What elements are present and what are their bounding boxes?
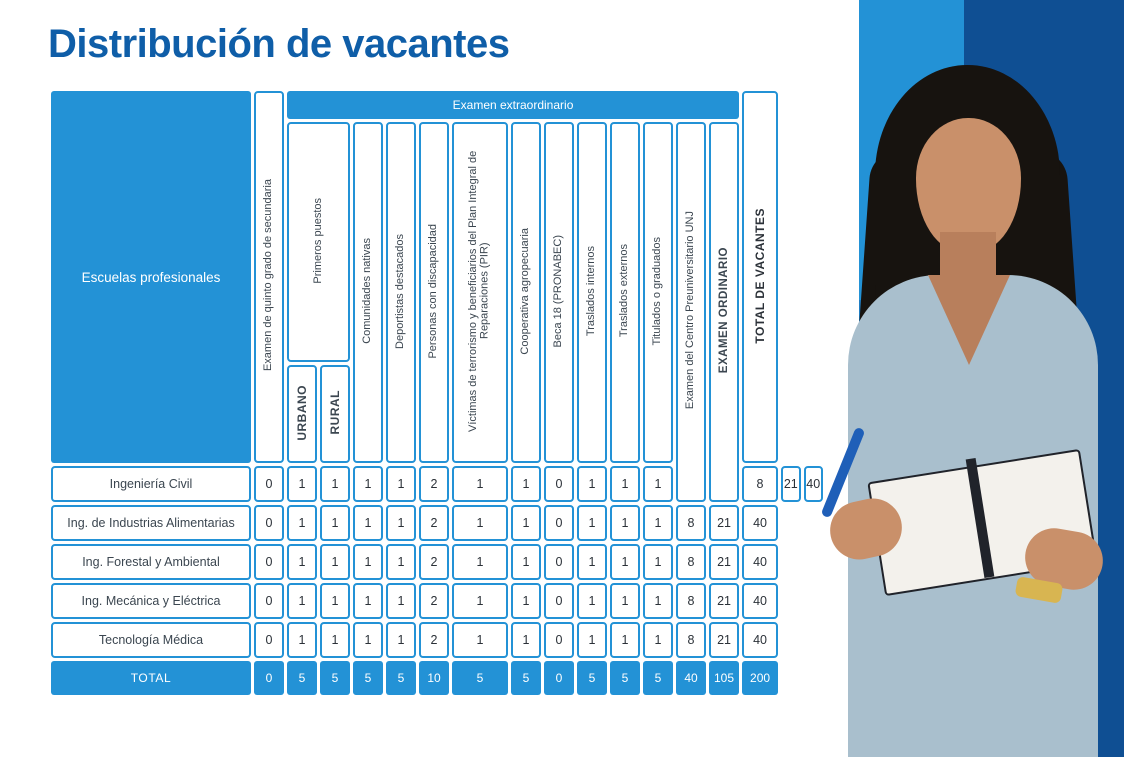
cell: 2 — [419, 544, 449, 580]
col-header-total-vacantes — [742, 91, 778, 463]
cell: 1 — [452, 583, 508, 619]
col-header-pronabec-label: Beca 18 (PRONABEC) — [552, 234, 565, 348]
table-group-header-row — [51, 91, 823, 119]
cell: 1 — [610, 505, 640, 541]
cell: 1 — [643, 583, 673, 619]
row-label: Ing. Mecánica y Eléctrica — [51, 583, 251, 619]
cell: 21 — [709, 583, 739, 619]
total-cell: 5 — [511, 661, 541, 695]
cell: 0 — [254, 544, 284, 580]
col-header-comunidades — [353, 122, 383, 463]
col-header-quinto-label: Examen de quinto grado de secundaria — [262, 179, 275, 372]
cell: 1 — [386, 544, 416, 580]
total-cell: 5 — [353, 661, 383, 695]
table-row — [51, 622, 823, 658]
cell: 1 — [643, 466, 673, 502]
cell: 1 — [577, 505, 607, 541]
col-header-discapacidad — [419, 122, 449, 463]
table-row — [51, 544, 823, 580]
col-header-primeros-puestos-label: Primeros puestos — [311, 197, 324, 284]
cell: 2 — [419, 622, 449, 658]
row-label: Ing. de Industrias Alimentarias — [51, 505, 251, 541]
col-header-urbano-label: URBANO — [295, 384, 309, 441]
cell: 0 — [254, 505, 284, 541]
cell: 1 — [511, 583, 541, 619]
col-header-total-vacantes-label: TOTAL DE VACANTES — [753, 207, 768, 344]
total-cell: 0 — [544, 661, 574, 695]
cell: 21 — [709, 544, 739, 580]
student-photo — [820, 60, 1120, 757]
vacancies-table — [48, 88, 826, 698]
cell: 21 — [709, 505, 739, 541]
col-header-deportistas-label: Deportistas destacados — [394, 233, 407, 349]
cell: 1 — [287, 505, 317, 541]
cell: 2 — [419, 466, 449, 502]
cell: 1 — [353, 622, 383, 658]
cell: 8 — [742, 466, 778, 502]
cell: 1 — [610, 583, 640, 619]
col-header-pir-label: Víctimas de terrorismo y beneficiarios del Plan Integral de Reparaciones (PIR) — [467, 150, 491, 432]
table-row — [51, 505, 823, 541]
cell: 1 — [577, 466, 607, 502]
cell: 1 — [452, 505, 508, 541]
row-header-label: Escuelas profesionales — [51, 91, 251, 463]
col-header-traslados-externos — [610, 122, 640, 463]
cell: 1 — [577, 622, 607, 658]
col-header-pronabec — [544, 122, 574, 463]
cell: 1 — [452, 466, 508, 502]
col-header-discapacidad-label: Personas con discapacidad — [427, 223, 440, 359]
cell: 1 — [386, 505, 416, 541]
cell: 21 — [781, 466, 800, 502]
total-cell: 10 — [419, 661, 449, 695]
col-header-ordinario-label: EXAMEN ORDINARIO — [718, 247, 731, 374]
cell: 1 — [643, 544, 673, 580]
col-header-cooperativa-label: Cooperativa agropecuaria — [519, 227, 532, 355]
col-header-rural-label: RURAL — [328, 390, 342, 435]
cell: 1 — [452, 622, 508, 658]
total-cell: 200 — [742, 661, 778, 695]
cell: 1 — [353, 544, 383, 580]
col-header-pir — [452, 122, 508, 463]
cell: 1 — [386, 622, 416, 658]
vacancies-table-container — [48, 88, 826, 698]
total-cell: 5 — [577, 661, 607, 695]
col-header-ordinario — [709, 122, 739, 502]
total-cell: 40 — [676, 661, 706, 695]
cell: 1 — [511, 544, 541, 580]
cell: 1 — [577, 544, 607, 580]
total-cell: 5 — [386, 661, 416, 695]
col-header-cooperativa — [511, 122, 541, 463]
cell: 8 — [676, 505, 706, 541]
total-cell: 5 — [287, 661, 317, 695]
table-row — [51, 583, 823, 619]
col-header-preuniversitario-label: Examen del Centro Preuniversitario UNJ — [684, 211, 697, 410]
cell: 2 — [419, 583, 449, 619]
cell: 1 — [452, 544, 508, 580]
col-header-urbano — [287, 365, 317, 463]
cell: 1 — [610, 544, 640, 580]
cell: 1 — [287, 583, 317, 619]
group-header-examen-extraordinario: Examen extraordinario — [287, 91, 739, 119]
col-header-preuniversitario — [676, 122, 706, 502]
col-header-traslados-externos-label: Traslados externos — [618, 244, 631, 338]
cell: 1 — [353, 583, 383, 619]
total-cell: 105 — [709, 661, 739, 695]
col-header-titulados-label: Titulados o graduados — [651, 236, 664, 346]
total-cell: 5 — [320, 661, 350, 695]
col-header-titulados — [643, 122, 673, 463]
cell: 1 — [320, 583, 350, 619]
cell: 0 — [254, 583, 284, 619]
total-label: TOTAL — [51, 661, 251, 695]
cell: 0 — [544, 544, 574, 580]
cell: 1 — [353, 505, 383, 541]
cell: 1 — [511, 622, 541, 658]
col-header-rural — [320, 365, 350, 463]
cell: 1 — [610, 622, 640, 658]
cell: 1 — [643, 505, 673, 541]
cell: 1 — [643, 622, 673, 658]
row-label: Tecnología Médica — [51, 622, 251, 658]
cell: 40 — [742, 583, 778, 619]
cell: 1 — [287, 544, 317, 580]
total-cell: 0 — [254, 661, 284, 695]
cell: 8 — [676, 622, 706, 658]
total-cell: 5 — [452, 661, 508, 695]
cell: 21 — [709, 622, 739, 658]
col-header-quinto — [254, 91, 284, 463]
cell: 0 — [254, 622, 284, 658]
cell: 1 — [386, 583, 416, 619]
cell: 1 — [287, 622, 317, 658]
row-label: Ing. Forestal y Ambiental — [51, 544, 251, 580]
cell: 1 — [610, 466, 640, 502]
cell: 1 — [320, 622, 350, 658]
cell: 1 — [511, 505, 541, 541]
cell: 40 — [804, 466, 823, 502]
cell: 0 — [544, 583, 574, 619]
cell: 0 — [254, 466, 284, 502]
cell: 8 — [676, 583, 706, 619]
cell: 1 — [320, 466, 350, 502]
cell: 1 — [577, 583, 607, 619]
table-row — [51, 466, 823, 502]
col-header-traslados-internos-label: Traslados internos — [585, 245, 598, 337]
col-header-traslados-internos — [577, 122, 607, 463]
cell: 1 — [386, 466, 416, 502]
cell: 40 — [742, 505, 778, 541]
total-cell: 5 — [610, 661, 640, 695]
cell: 8 — [676, 544, 706, 580]
cell: 0 — [544, 622, 574, 658]
cell: 0 — [544, 505, 574, 541]
table-total-row — [51, 661, 823, 695]
cell: 1 — [353, 466, 383, 502]
page-title: Distribución de vacantes — [48, 22, 510, 66]
col-header-comunidades-label: Comunidades nativas — [361, 238, 374, 344]
cell: 2 — [419, 505, 449, 541]
cell: 1 — [320, 505, 350, 541]
col-header-deportistas — [386, 122, 416, 463]
cell: 40 — [742, 622, 778, 658]
cell: 40 — [742, 544, 778, 580]
cell: 1 — [287, 466, 317, 502]
cell: 0 — [544, 466, 574, 502]
row-label: Ingeniería Civil — [51, 466, 251, 502]
cell: 1 — [511, 466, 541, 502]
cell: 1 — [320, 544, 350, 580]
total-cell: 5 — [643, 661, 673, 695]
col-header-primeros-puestos — [287, 122, 350, 362]
